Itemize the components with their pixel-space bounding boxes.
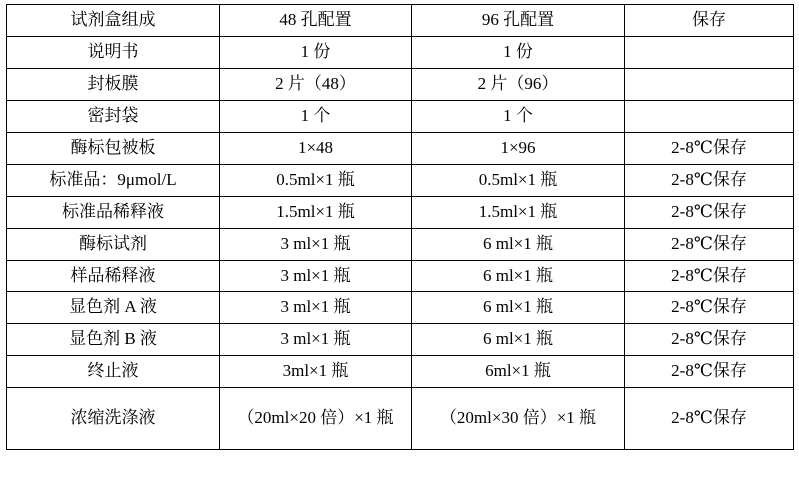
cell-storage: 2-8℃保存 xyxy=(625,164,794,196)
cell-48-well: 2 片（48） xyxy=(220,68,412,100)
column-header-component: 试剂盒组成 xyxy=(7,5,220,37)
table-row xyxy=(7,292,794,324)
cell-component: 说明书 xyxy=(7,36,220,68)
cell-component: 标准品：9μmol/L xyxy=(7,164,220,196)
cell-component: 酶标试剂 xyxy=(7,228,220,260)
table-row xyxy=(7,260,794,292)
cell-96-well: 6 ml×1 瓶 xyxy=(412,260,625,292)
cell-96-well: 6ml×1 瓶 xyxy=(412,356,625,388)
cell-48-well: 3 ml×1 瓶 xyxy=(220,228,412,260)
cell-component: 酶标包被板 xyxy=(7,132,220,164)
table-row xyxy=(7,164,794,196)
cell-component: 标准品稀释液 xyxy=(7,196,220,228)
cell-storage: 2-8℃保存 xyxy=(625,228,794,260)
table-row xyxy=(7,228,794,260)
table-row xyxy=(7,388,794,450)
cell-48-well: 0.5ml×1 瓶 xyxy=(220,164,412,196)
cell-48-well: 1×48 xyxy=(220,132,412,164)
cell-storage xyxy=(625,68,794,100)
cell-storage: 2-8℃保存 xyxy=(625,324,794,356)
cell-48-well: 1 份 xyxy=(220,36,412,68)
cell-96-well: 6 ml×1 瓶 xyxy=(412,292,625,324)
cell-96-well: 6 ml×1 瓶 xyxy=(412,228,625,260)
cell-component: 样品稀释液 xyxy=(7,260,220,292)
column-header-storage: 保存 xyxy=(625,5,794,37)
cell-48-well: 1 个 xyxy=(220,100,412,132)
table-row xyxy=(7,132,794,164)
cell-component: 封板膜 xyxy=(7,68,220,100)
cell-storage: 2-8℃保存 xyxy=(625,132,794,164)
cell-storage: 2-8℃保存 xyxy=(625,356,794,388)
cell-96-well: 1×96 xyxy=(412,132,625,164)
cell-48-well: 3 ml×1 瓶 xyxy=(220,324,412,356)
cell-96-well: （20ml×30 倍）×1 瓶 xyxy=(412,388,625,450)
cell-storage xyxy=(625,36,794,68)
column-header-96-well: 96 孔配置 xyxy=(412,5,625,37)
cell-48-well: 3ml×1 瓶 xyxy=(220,356,412,388)
cell-component: 浓缩洗涤液 xyxy=(7,388,220,450)
table-header-row xyxy=(7,5,794,37)
cell-96-well: 1 个 xyxy=(412,100,625,132)
cell-96-well: 6 ml×1 瓶 xyxy=(412,324,625,356)
column-header-48-well: 48 孔配置 xyxy=(220,5,412,37)
table-row xyxy=(7,36,794,68)
cell-component: 终止液 xyxy=(7,356,220,388)
cell-storage xyxy=(625,100,794,132)
cell-component: 密封袋 xyxy=(7,100,220,132)
table-row xyxy=(7,196,794,228)
cell-storage: 2-8℃保存 xyxy=(625,260,794,292)
cell-storage: 2-8℃保存 xyxy=(625,388,794,450)
cell-96-well: 1 份 xyxy=(412,36,625,68)
cell-component: 显色剂 A 液 xyxy=(7,292,220,324)
cell-96-well: 0.5ml×1 瓶 xyxy=(412,164,625,196)
cell-storage: 2-8℃保存 xyxy=(625,196,794,228)
cell-48-well: 1.5ml×1 瓶 xyxy=(220,196,412,228)
table-row xyxy=(7,100,794,132)
cell-component: 显色剂 B 液 xyxy=(7,324,220,356)
cell-48-well: 3 ml×1 瓶 xyxy=(220,292,412,324)
kit-composition-table xyxy=(6,4,794,450)
cell-48-well: （20ml×20 倍）×1 瓶 xyxy=(220,388,412,450)
cell-48-well: 3 ml×1 瓶 xyxy=(220,260,412,292)
table-row xyxy=(7,68,794,100)
cell-storage: 2-8℃保存 xyxy=(625,292,794,324)
table-row xyxy=(7,324,794,356)
cell-96-well: 2 片（96） xyxy=(412,68,625,100)
table-row xyxy=(7,356,794,388)
cell-96-well: 1.5ml×1 瓶 xyxy=(412,196,625,228)
